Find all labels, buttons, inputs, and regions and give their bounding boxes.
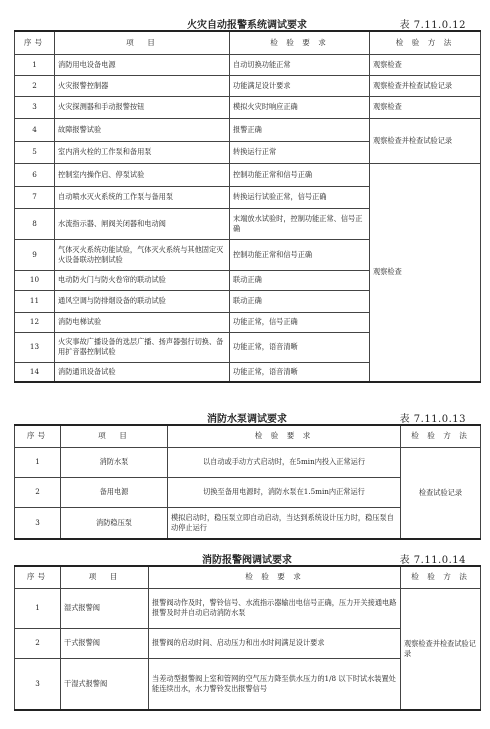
row-item: 火灾事故广播设备的选层广播、扬声器强行切换、备用扩音器控制试验 <box>55 332 230 362</box>
col-header-item: 项 目 <box>55 31 230 54</box>
row-no: 12 <box>15 312 55 332</box>
row-item: 自动喷水灭火系统的工作泵与备用泵 <box>55 186 230 208</box>
row-method: 观察检查并检查试验记录 <box>370 118 481 163</box>
row-item: 故障报警试验 <box>55 118 230 141</box>
row-no: 2 <box>15 477 61 507</box>
row-item: 消防电梯试验 <box>55 312 230 332</box>
col-header-method: 检 验 方 法 <box>401 566 481 588</box>
row-no: 2 <box>15 628 61 658</box>
col-header-item: 项 目 <box>61 566 149 588</box>
row-no: 3 <box>15 507 61 539</box>
table1-title-row <box>14 14 480 30</box>
table2 <box>14 424 481 540</box>
row-req: 转换运行试验正常，信号正确 <box>230 186 370 208</box>
row-req: 联动正确 <box>230 290 370 312</box>
col-header-method: 检 验 方 法 <box>370 31 481 54</box>
row-item: 火灾报警控制器 <box>55 75 230 96</box>
row-req: 控制功能正常和信号正确 <box>230 163 370 186</box>
row-item: 备用电源 <box>61 477 168 507</box>
row-item: 消防稳压泵 <box>61 507 168 539</box>
col-header-item: 项 目 <box>61 425 168 447</box>
row-method: 观察检查 <box>370 163 481 382</box>
row-req: 功能满足设计要求 <box>230 75 370 96</box>
col-header-no: 序号 <box>15 425 61 447</box>
row-no: 3 <box>15 96 55 118</box>
row-method: 观察检查 <box>370 96 481 118</box>
row-item: 水流指示器、闸阀关闭器和电动阀 <box>55 208 230 239</box>
table2-block <box>14 408 480 540</box>
table-row <box>15 447 481 477</box>
row-no: 7 <box>15 186 55 208</box>
table3-header-row <box>15 566 481 588</box>
row-req: 切换至备用电源时，消防水泵在1.5min内正常运行 <box>168 477 401 507</box>
row-item: 湿式报警阀 <box>61 588 149 628</box>
table3-number: 表 7.11.0.14 <box>399 555 466 566</box>
row-no: 1 <box>15 447 61 477</box>
table-row <box>15 118 481 141</box>
table-row <box>15 75 481 96</box>
table1-title: 火灾自动报警系统调试要求 <box>187 20 307 31</box>
row-item: 火灾探测器和手动报警按钮 <box>55 96 230 118</box>
row-no: 10 <box>15 270 55 290</box>
row-no: 11 <box>15 290 55 312</box>
row-req: 报警阀动作及时，警铃信号、水流指示器输出电信号正确，压力开关接通电路报警及时并自动启动消防水泵 <box>149 588 401 628</box>
row-item: 气体灭火系统功能试验，气体灭火系统与其他固定灭火设备联动控制试验 <box>55 239 230 270</box>
row-no: 1 <box>15 588 61 628</box>
col-header-no: 序号 <box>15 31 55 54</box>
col-header-req: 检 验 要 求 <box>168 425 401 447</box>
row-item: 通风空调与防排烟设备的联动试验 <box>55 290 230 312</box>
table3 <box>14 565 481 711</box>
row-item: 干式报警阀 <box>61 628 149 658</box>
row-no: 2 <box>15 75 55 96</box>
row-req: 功能正常，语音清晰 <box>230 362 370 382</box>
row-item: 控制室内操作启、停泵试验 <box>55 163 230 186</box>
row-req: 当差动型报警阀上室和管网的空气压力降至供水压力的1/8 以下时试水装置处能连续出水，水力警铃发出报警信号 <box>149 658 401 710</box>
row-req: 联动正确 <box>230 270 370 290</box>
row-no: 14 <box>15 362 55 382</box>
table-row <box>15 588 481 628</box>
row-req: 报警正确 <box>230 118 370 141</box>
row-req: 自动切换功能正常 <box>230 54 370 75</box>
table1-header-row <box>15 31 481 54</box>
table3-title: 消防报警阀调试要求 <box>202 555 292 566</box>
row-method: 观察检查并检查试验记录 <box>401 588 481 710</box>
row-req: 功能正常，语音清晰 <box>230 332 370 362</box>
row-no: 3 <box>15 658 61 710</box>
row-no: 6 <box>15 163 55 186</box>
row-method: 观察检查 <box>370 54 481 75</box>
row-item: 消防用电设备电源 <box>55 54 230 75</box>
row-item: 电动防火门与防火卷帘的联动试验 <box>55 270 230 290</box>
row-no: 13 <box>15 332 55 362</box>
col-header-no: 序号 <box>15 566 61 588</box>
col-header-req: 检 验 要 求 <box>230 31 370 54</box>
row-item: 消防水泵 <box>61 447 168 477</box>
table-row <box>15 96 481 118</box>
row-no: 8 <box>15 208 55 239</box>
row-req: 控制功能正常和信号正确 <box>230 239 370 270</box>
row-req: 以自动或手动方式启动时，在5min内投入正常运行 <box>168 447 401 477</box>
row-item: 干湿式报警阀 <box>61 658 149 710</box>
col-header-method: 检 验 方 法 <box>401 425 481 447</box>
row-req: 模拟启动时，稳压泵立即自动启动，当达到系统设计压力时，稳压泵自动停止运行 <box>168 507 401 539</box>
row-method: 检查试验记录 <box>401 447 481 539</box>
table3-title-row <box>14 549 480 565</box>
table2-number: 表 7.11.0.13 <box>399 414 466 425</box>
row-req: 模拟火灾时响应正确 <box>230 96 370 118</box>
row-req: 转换运行正常 <box>230 141 370 163</box>
table1-block <box>14 14 480 383</box>
row-no: 4 <box>15 118 55 141</box>
table2-header-row <box>15 425 481 447</box>
row-req: 功能正常，信号正确 <box>230 312 370 332</box>
row-req: 末端放水试验时，控制功能正常、信号正确 <box>230 208 370 239</box>
table3-block <box>14 549 480 711</box>
row-no: 5 <box>15 141 55 163</box>
row-method: 观察检查并检查试验记录 <box>370 75 481 96</box>
table-row <box>15 54 481 75</box>
table2-title: 消防水泵调试要求 <box>207 414 287 425</box>
row-no: 9 <box>15 239 55 270</box>
table1 <box>14 30 481 383</box>
row-item: 消防通讯设备试验 <box>55 362 230 382</box>
table1-number: 表 7.11.0.12 <box>399 20 466 31</box>
row-req: 报警阀的启动时间、启动压力和出水时间满足设计要求 <box>149 628 401 658</box>
col-header-req: 检 验 要 求 <box>149 566 401 588</box>
row-no: 1 <box>15 54 55 75</box>
table2-title-row <box>14 408 480 424</box>
table-row <box>15 163 481 186</box>
row-item: 室内消火栓的工作泵和备用泵 <box>55 141 230 163</box>
